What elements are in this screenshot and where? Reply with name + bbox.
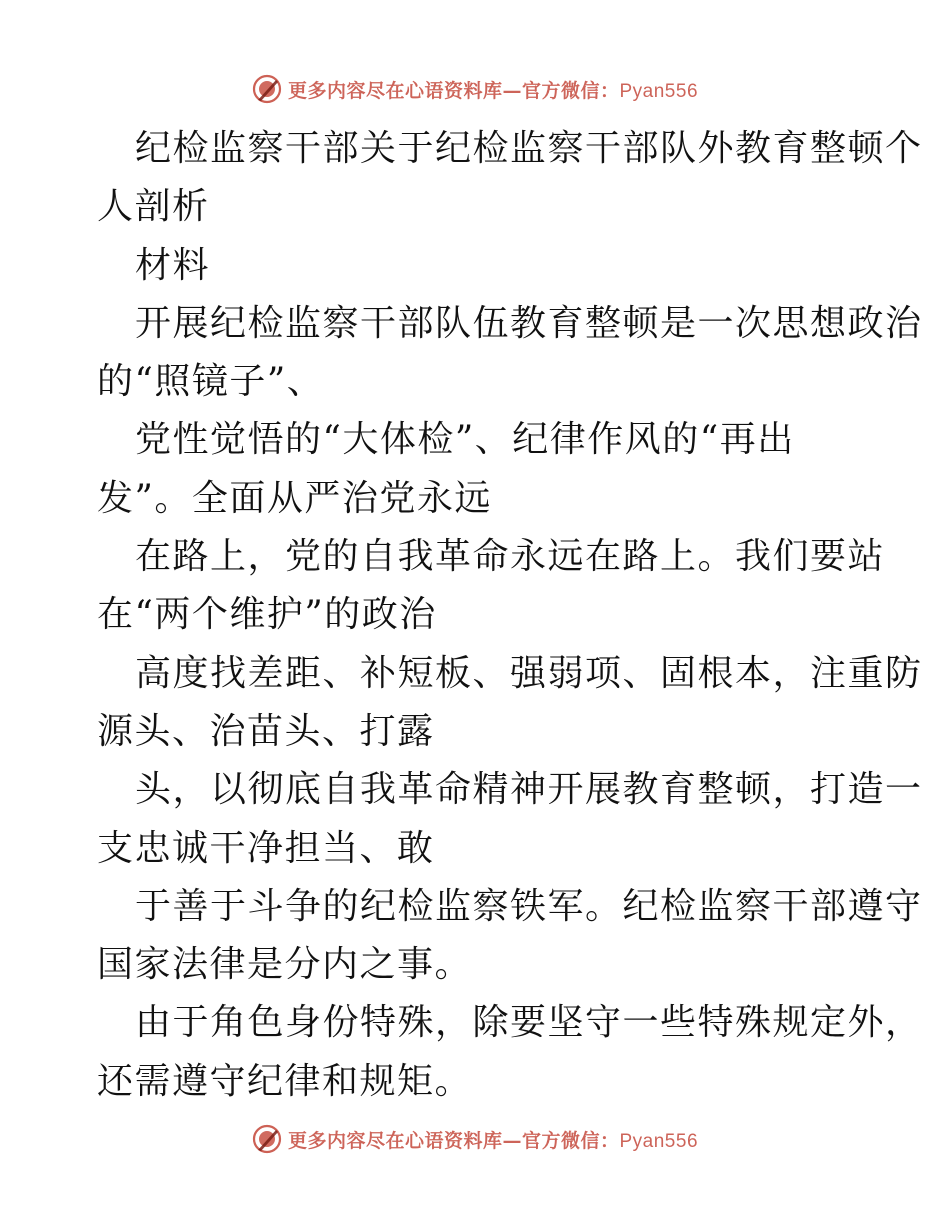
- header-watermark: [0, 72, 950, 106]
- watermark-text-cn: 更多内容尽在心语资料库—官方微信：: [287, 79, 620, 102]
- text-line: 在路上，党的自我革命永远在路上。我们要站: [135, 536, 886, 578]
- document-body: [97, 120, 923, 1111]
- text-line: 头，以彻底自我革命精神开展教育整顿，打造一: [135, 769, 923, 811]
- text-line: 纪检监察干部关于纪检监察干部队外教育整顿个: [135, 128, 923, 169]
- watermark-text-cn: 更多内容尽在心语资料库—官方微信：: [287, 1129, 620, 1152]
- text-line: 发”。全面从严治党永远: [97, 477, 492, 519]
- text-line: 人剖析: [97, 186, 210, 228]
- text-line: 还需遵守纪律和规矩。: [97, 1060, 473, 1102]
- watermark-text: [288, 76, 698, 103]
- quill-logo-icon: [252, 74, 282, 104]
- text-line: 源头、治苗头、打露: [97, 710, 435, 752]
- text-line: 的“照镜子”、: [97, 361, 325, 403]
- text-line: 国家法律是分内之事。: [97, 944, 473, 986]
- footer-watermark: [0, 1122, 950, 1156]
- watermark-wechat-id: Pyan556: [619, 1130, 699, 1152]
- text-line: 材料: [135, 244, 211, 286]
- quill-logo-icon: [252, 1124, 282, 1154]
- text-line: 开展纪检监察干部队伍教育整顿是一次思想政治: [135, 302, 923, 344]
- text-line: 支忠诚干净担当、敢: [97, 827, 435, 869]
- text-line: 于善于斗争的纪检监察铁军。纪检监察干部遵守: [135, 885, 923, 927]
- watermark-text: [288, 1126, 698, 1153]
- text-line: 高度找差距、补短板、强弱项、固根本，注重防: [135, 652, 923, 694]
- text-line: 党性觉悟的“大体检”、纪律作风的“再出: [135, 419, 795, 461]
- watermark-wechat-id: Pyan556: [619, 80, 699, 102]
- text-line: 由于角色身份特殊，除要坚守一些特殊规定外，: [135, 1002, 923, 1044]
- text-line: 在“两个维护”的政治: [97, 594, 437, 636]
